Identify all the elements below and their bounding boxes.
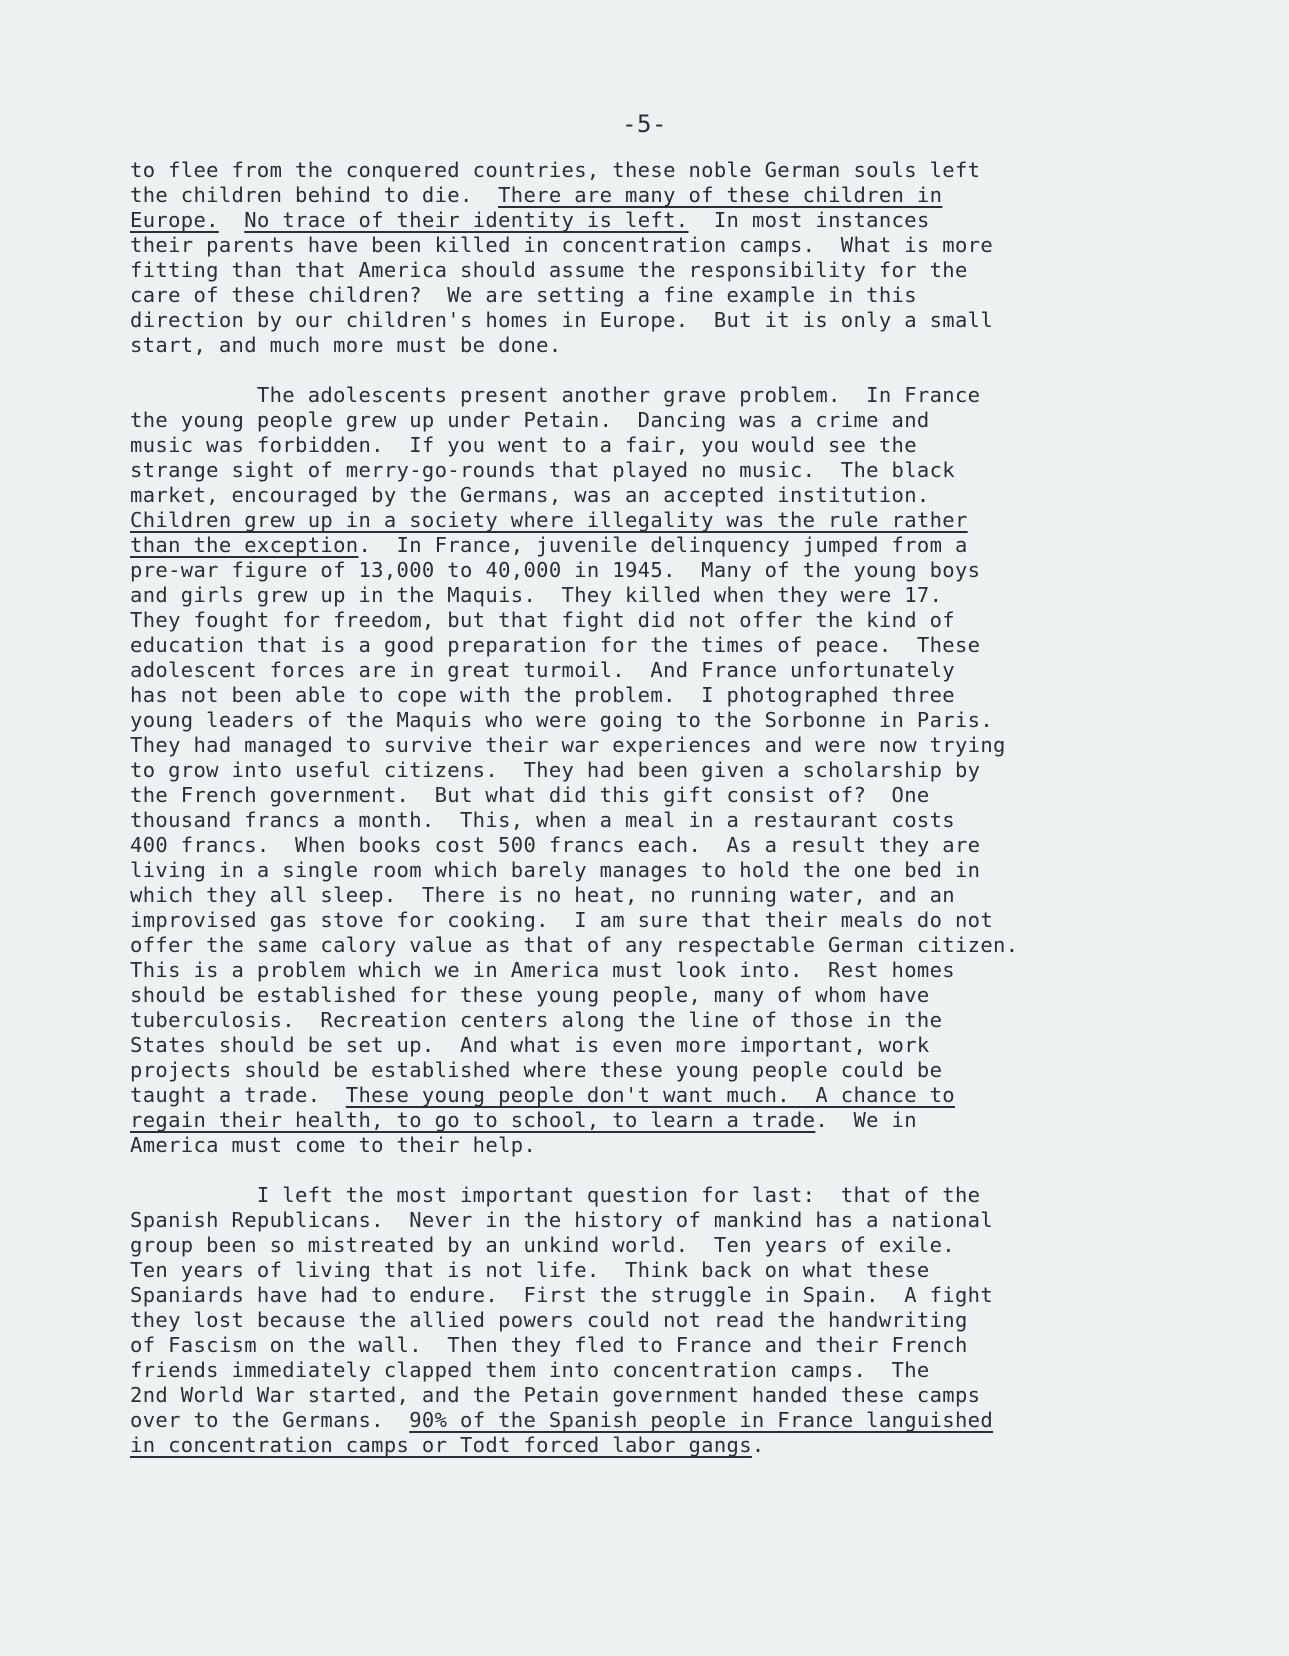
text-line [130, 158, 1210, 183]
underlined-text: regain their health, to go to school, to learn a trade [130, 1108, 816, 1132]
text-segment: This is a problem which we in America must look into. Rest homes [130, 958, 955, 982]
text-line [130, 983, 1210, 1008]
text-segment: the young people grew up under Petain. Dancing was a crime and [130, 408, 930, 432]
text-segment: taught a trade. [130, 1083, 346, 1107]
underlined-text: Europe. [130, 208, 219, 232]
text-segment: and girls grew up in the Maquis. They killed when they were 17. [130, 583, 943, 607]
text-line [130, 808, 1210, 833]
text-segment: fitting than that America should assume the responsibility for the [130, 258, 968, 282]
text-segment: their parents have been killed in concentration camps. What is more [130, 233, 994, 257]
paragraph [130, 383, 1210, 1158]
text-line [130, 458, 1210, 483]
text-line [130, 633, 1210, 658]
text-line [130, 1433, 1210, 1458]
text-segment: to grow into useful citizens. They had been given a scholarship by [130, 758, 981, 782]
paragraph [130, 158, 1210, 358]
text-segment: should be established for these young people, many of whom have [130, 983, 930, 1007]
underlined-text: No trace of their identity is left. [244, 208, 689, 232]
text-segment: the French government. But what did this gift consist of? One [130, 783, 930, 807]
text-segment: has not been able to cope with the problem. I photographed three [130, 683, 955, 707]
text-line [130, 558, 1210, 583]
text-segment: The adolescents present another grave problem. In France [130, 383, 981, 407]
text-line [130, 783, 1210, 808]
text-line [130, 1308, 1210, 1333]
text-segment: I left the most important question for last: that of the [130, 1183, 981, 1207]
text-line [130, 583, 1210, 608]
underlined-text: than the exception [130, 533, 359, 557]
text-segment: young leaders of the Maquis who were going to the Sorbonne in Paris. [130, 708, 994, 732]
text-line [130, 1008, 1210, 1033]
text-line [130, 483, 1210, 508]
text-line [130, 1258, 1210, 1283]
text-line [130, 908, 1210, 933]
text-line [130, 658, 1210, 683]
text-segment: pre-war figure of 13,000 to 40,000 in 1945. Many of the young boys [130, 558, 981, 582]
text-line [130, 1133, 1210, 1158]
text-line [130, 1408, 1210, 1433]
underlined-text: Children grew up in a society where illegality was the rule rather [130, 508, 968, 532]
text-line [130, 1208, 1210, 1233]
text-segment: projects should be established where these young people could be [130, 1058, 943, 1082]
text-line [130, 1083, 1210, 1108]
underlined-text: in concentration camps or Todt forced labor gangs [130, 1433, 752, 1457]
underlined-text: 90% of the Spanish people in France languished [409, 1408, 994, 1432]
text-segment: market, encouraged by the Germans, was an accepted institution. [130, 483, 930, 507]
text-segment: States should be set up. And what is even more important, work [130, 1033, 930, 1057]
text-segment: Ten years of living that is not life. Think back on what these [130, 1258, 930, 1282]
text-line [130, 1233, 1210, 1258]
text-segment: over to the Germans. [130, 1408, 410, 1432]
text-segment: start, and much more must be done. [130, 333, 562, 357]
paragraph [130, 1183, 1210, 1458]
text-segment: education that is a good preparation for the times of peace. These [130, 633, 981, 657]
text-segment: they lost because the allied powers could not read the handwriting [130, 1308, 968, 1332]
text-segment: living in a single room which barely manages to hold the one bed in [130, 858, 981, 882]
text-segment: to flee from the conquered countries, these noble German souls left [130, 158, 981, 182]
page-number: -5- [622, 110, 667, 138]
text-line [130, 408, 1210, 433]
underlined-text: There are many of these children in [498, 183, 943, 207]
text-segment: strange sight of merry-go-rounds that played no music. The black [130, 458, 955, 482]
text-segment: direction by our children's homes in Europe. But it is only a small [130, 308, 994, 332]
text-segment: They fought for freedom, but that fight did not offer the kind of [130, 608, 955, 632]
text-line [130, 1333, 1210, 1358]
text-segment: . [751, 1433, 765, 1457]
text-line [130, 383, 1210, 408]
text-segment: care of these children? We are setting a fine example in this [130, 283, 917, 307]
text-line [130, 883, 1210, 908]
document-body [130, 158, 1210, 1458]
text-line [130, 183, 1210, 208]
text-segment: adolescent forces are in great turmoil. And France unfortunately [130, 658, 955, 682]
text-line [130, 1033, 1210, 1058]
text-segment: of Fascism on the wall. Then they fled to France and their French [130, 1333, 968, 1357]
text-segment: improvised gas stove for cooking. I am sure that their meals do not [130, 908, 994, 932]
text-line [130, 1383, 1210, 1408]
text-segment: 400 francs. When books cost 500 francs each. As a result they are [130, 833, 981, 857]
text-line [130, 283, 1210, 308]
text-segment: tuberculosis. Recreation centers along the line of those in the [130, 1008, 943, 1032]
text-segment: the children behind to die. [130, 183, 499, 207]
text-segment [219, 208, 244, 232]
text-line [130, 733, 1210, 758]
text-line [130, 958, 1210, 983]
text-line [130, 508, 1210, 533]
text-line [130, 608, 1210, 633]
text-segment: In most instances [688, 208, 930, 232]
text-segment: which they all sleep. There is no heat, no running water, and an [130, 883, 955, 907]
text-line [130, 1058, 1210, 1083]
text-line [130, 1108, 1210, 1133]
text-segment: group been so mistreated by an unkind world. Ten years of exile. [130, 1233, 955, 1257]
text-line [130, 1283, 1210, 1308]
text-line [130, 308, 1210, 333]
text-line [130, 208, 1210, 233]
text-line [130, 258, 1210, 283]
text-line [130, 683, 1210, 708]
text-line [130, 933, 1210, 958]
underlined-text: These young people don't want much. A chance to [345, 1083, 955, 1107]
text-segment: . We in [815, 1108, 917, 1132]
text-line [130, 333, 1210, 358]
text-segment: music was forbidden. If you went to a fair, you would see the [130, 433, 917, 457]
text-line [130, 758, 1210, 783]
text-line [130, 833, 1210, 858]
text-segment: America must come to their help. [130, 1133, 537, 1157]
text-segment: 2nd World War started, and the Petain government handed these camps [130, 1383, 981, 1407]
text-segment: thousand francs a month. This, when a meal in a restaurant costs [130, 808, 955, 832]
text-segment: Spanish Republicans. Never in the history of mankind has a national [130, 1208, 994, 1232]
text-line [130, 1358, 1210, 1383]
text-line [130, 708, 1210, 733]
text-line [130, 433, 1210, 458]
text-segment: Spaniards have had to endure. First the struggle in Spain. A fight [130, 1283, 994, 1307]
text-line [130, 533, 1210, 558]
text-segment: offer the same calory value as that of any respectable German citizen. [130, 933, 1019, 957]
text-line [130, 233, 1210, 258]
text-line [130, 1183, 1210, 1208]
text-segment: . In France, juvenile delinquency jumped from a [358, 533, 968, 557]
text-line [130, 858, 1210, 883]
text-segment: friends immediately clapped them into concentration camps. The [130, 1358, 930, 1382]
text-segment: They had managed to survive their war experiences and were now trying [130, 733, 1006, 757]
